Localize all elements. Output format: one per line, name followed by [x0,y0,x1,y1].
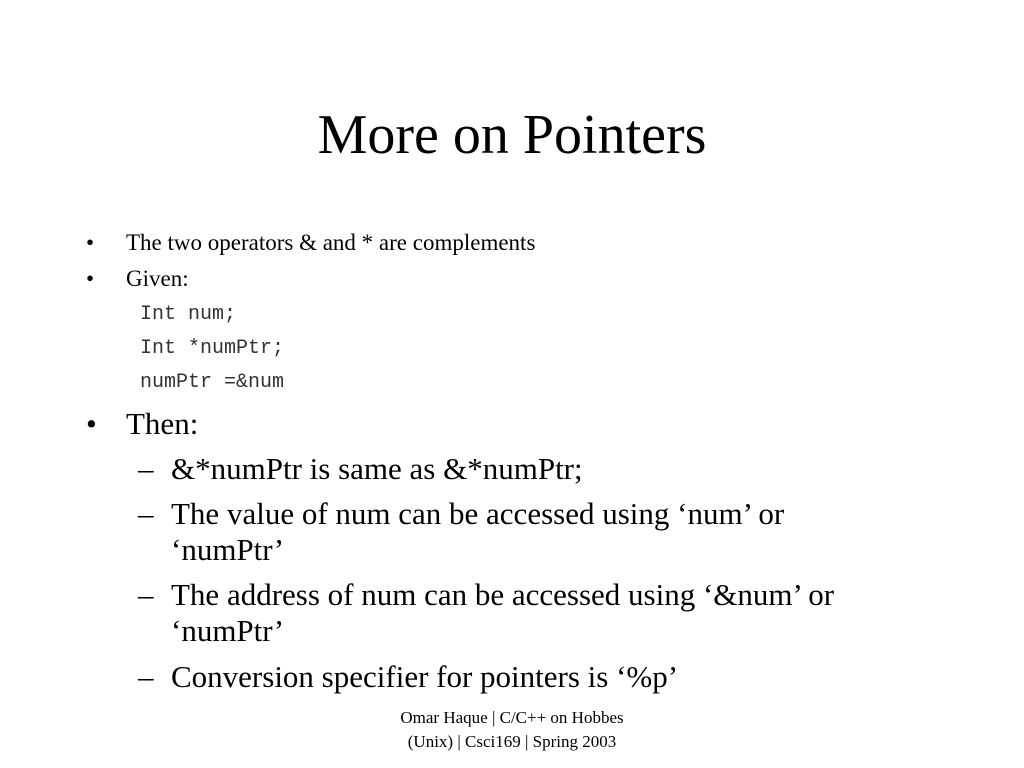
slide-title: More on Pointers [317,104,707,166]
sub-item-text: Conversion specifier for pointers is ‘%p’ [171,659,679,694]
sub-item-marker: – [138,496,154,531]
footer-line: (Unix) | Csci169 | Spring 2003 [407,732,617,751]
footer-line: Omar Haque | C/C++ on Hobbes [400,708,624,727]
bullet-marker: • [86,266,95,291]
sub-item-text: The value of num can be accessed using ‘num’ or [171,496,785,531]
bullet-marker: • [86,230,95,255]
code-line: numPtr =&num [140,371,285,394]
sub-item-marker: – [138,659,154,694]
slide-footer [340,706,684,754]
code-line: Int num; [140,303,237,326]
bullet-marker: • [86,406,97,441]
sub-item-marker: – [138,577,154,612]
bullet-text-then: Then: [126,406,199,441]
sub-item-text: &*numPtr is same as &*numPtr; [171,451,583,486]
code-line: Int *numPtr; [140,337,285,360]
sub-item-text: The address of num can be accessed using ‘&num’ or [171,577,835,612]
sub-item-text-continued: ‘numPtr’ [171,613,285,648]
sub-item-text-continued: ‘numPtr’ [171,532,285,567]
bullet-text-operators: The two operators & and * are complements [126,230,536,255]
sub-item-marker: – [138,451,154,486]
bullet-text-given: Given: [126,266,189,291]
